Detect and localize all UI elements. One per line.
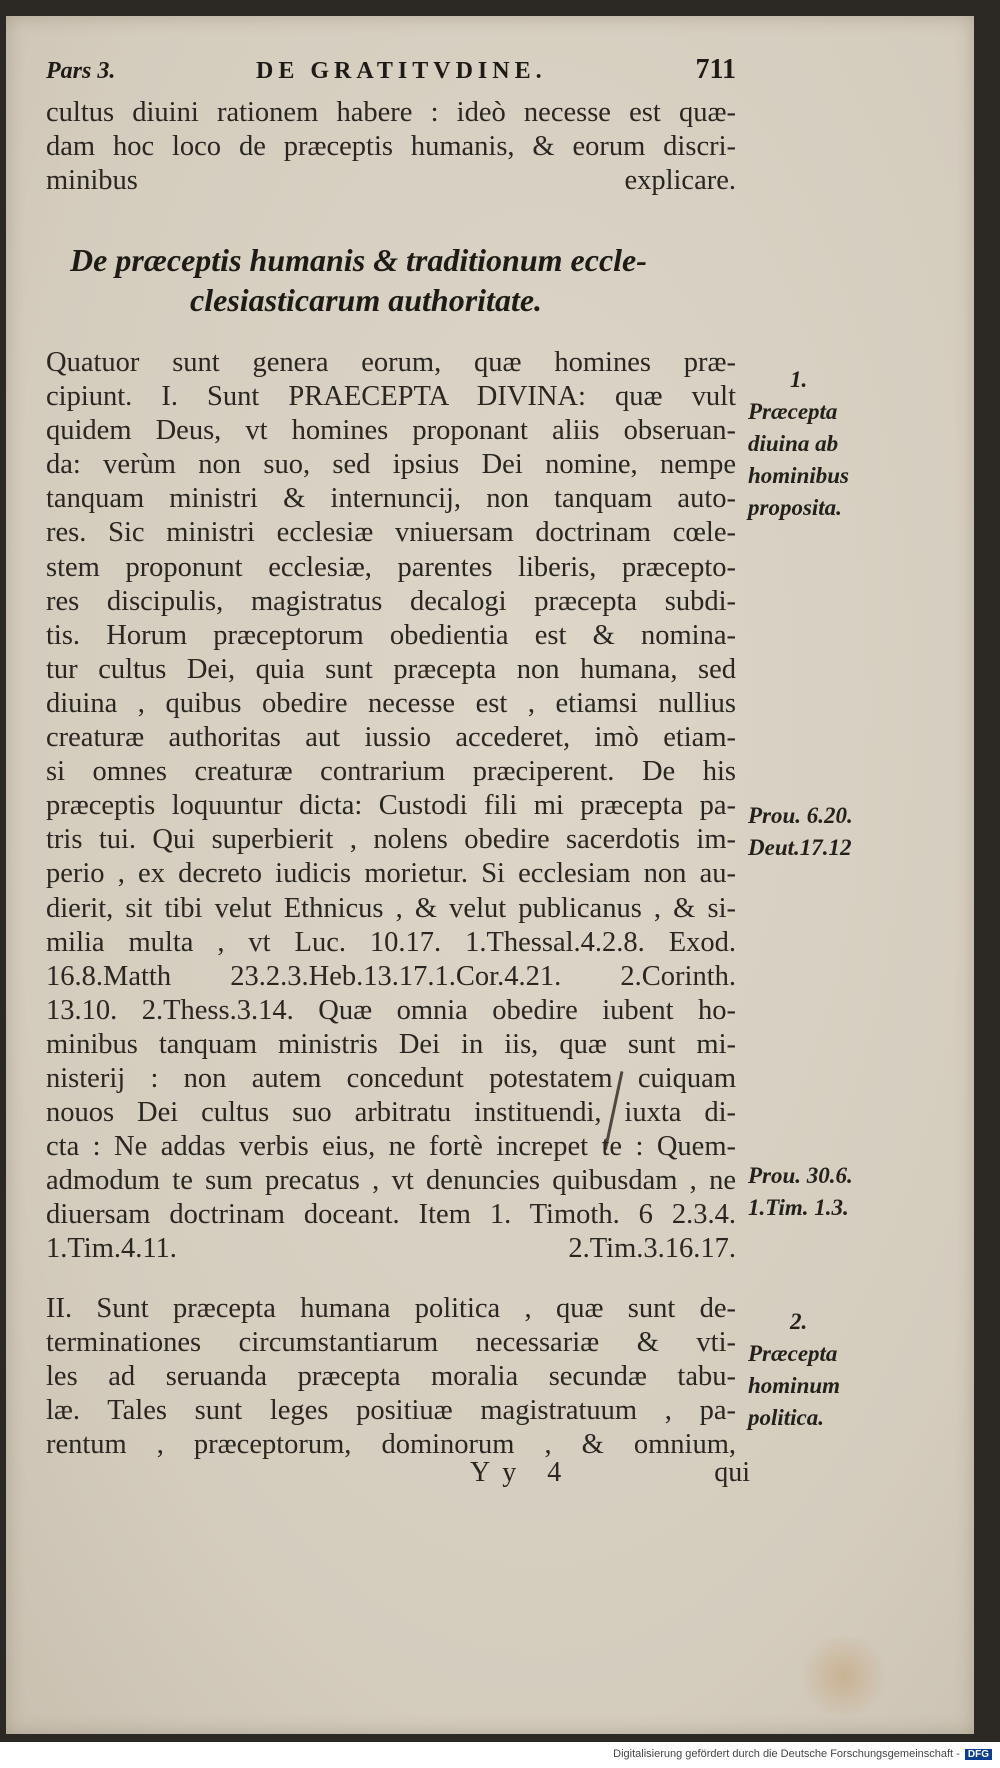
- paper-stain: [796, 1636, 891, 1716]
- marginal-line: Præcepta: [748, 1341, 838, 1366]
- text-line: creaturæ authoritas aut iussio accederet, imò etiam-: [46, 722, 736, 754]
- text-line: res. Sic ministri ecclesiæ vniuersam doctrinam cœle-: [46, 517, 736, 549]
- text-line: cultus diuini rationem habere : ideò necesse est quæ-: [46, 97, 736, 128]
- body-paragraph-2: [46, 1292, 736, 1462]
- text-line: cipiunt. I. Sunt PRAECEPTA DIVINA: quæ vult: [46, 381, 736, 413]
- credit-line: [613, 1748, 992, 1760]
- marginal-reference: Prou. 6.20.: [748, 803, 853, 828]
- running-header: [46, 54, 736, 92]
- marginal-note-1: [748, 364, 849, 524]
- catchword: qui: [714, 1457, 750, 1488]
- signature-mark: Yy 4: [470, 1457, 574, 1488]
- text-line: rentum , præceptorum, dominorum , & omnium,: [46, 1429, 736, 1461]
- text-line: præceptis loquuntur dicta: Custodi fili mi præcepta pa-: [46, 790, 736, 822]
- heading-line-2: clesiasticarum authoritate.: [190, 282, 543, 318]
- text-line: perio , ex decreto iudicis morietur. Si ecclesiam non au-: [46, 858, 736, 890]
- text-line: nouos Dei cultus suo arbitratu instituendi, iuxta di-: [46, 1097, 736, 1129]
- text-line: II. Sunt præcepta humana politica , quæ sunt de-: [46, 1293, 736, 1324]
- text-line: tis. Horum præceptorum obedientia est & nomina-: [46, 619, 736, 651]
- text-line: les ad seruanda præcepta moralia secundæ tabu-: [46, 1361, 736, 1393]
- text-line: tur cultus Dei, quia sunt præcepta non humana, sed: [46, 653, 736, 685]
- text-line: milia multa , vt Luc. 10.17. 1.Thessal.4.2.8. Exod.: [46, 926, 736, 958]
- marginal-reference: Prou. 30.6.: [748, 1163, 853, 1188]
- dfg-logo: DFG: [965, 1749, 992, 1760]
- marginal-line: hominum: [748, 1373, 841, 1398]
- text-line: 1.Tim.4.11. 2.Tim.3.16.17.: [46, 1233, 736, 1265]
- credit-text: Digitalisierung gefördert durch die Deutsche Forschungsgemeinschaft -: [613, 1748, 960, 1760]
- text-line: tris tui. Qui superbierit , nolens obedire sacerdotis im-: [46, 824, 736, 856]
- marginal-note-3: [748, 1160, 853, 1224]
- page-footer: [470, 1457, 750, 1491]
- text-line: 13.10. 2.Thess.3.14. Quæ omnia obedire iubent ho-: [46, 994, 736, 1026]
- page-number: 711: [695, 54, 736, 85]
- text-line: nisterij : non autem concedunt potestatem cuiquam: [46, 1062, 736, 1094]
- marginal-reference: Deut.17.12: [748, 835, 852, 860]
- text-line: da: verùm non suo, sed ipsius Dei nomine, nempe: [46, 449, 736, 481]
- marginal-number: 1.: [790, 367, 808, 392]
- marginal-number: 2.: [790, 1309, 808, 1334]
- marginal-note-2: [748, 800, 853, 864]
- heading-line-1: De præceptis humanis & traditionum eccle-: [70, 242, 647, 278]
- text-line: minibus explicare.: [46, 165, 736, 197]
- marginal-line: proposita.: [748, 495, 842, 520]
- text-line: 16.8.Matth 23.2.3.Heb.13.17.1.Cor.4.21. 2.Corinth.: [46, 960, 736, 992]
- marginal-line: politica.: [748, 1405, 825, 1430]
- text-line: læ. Tales sunt leges positiuæ magistratuum , pa-: [46, 1395, 736, 1427]
- section-heading: [70, 240, 690, 320]
- intro-text: [46, 96, 736, 198]
- marginal-line: Præcepta: [748, 399, 838, 424]
- body-paragraph-1: [46, 346, 736, 1267]
- text-line: stem proponunt ecclesiæ, parentes liberis, præcepto-: [46, 551, 736, 583]
- text-line: admodum te sum precatus , vt denuncies quibusdam , ne: [46, 1165, 736, 1197]
- text-line: Quatuor sunt genera eorum, quæ homines præ-: [46, 347, 736, 378]
- text-line: cta : Ne addas verbis eius, ne fortè increpet te : Quem-: [46, 1131, 736, 1163]
- text-line: quidem Deus, vt homines proponant aliis obseruan-: [46, 415, 736, 447]
- marginal-reference: 1.Tim. 1.3.: [748, 1195, 849, 1220]
- text-line: res discipulis, magistratus decalogi præcepta subdi-: [46, 585, 736, 617]
- text-line: diuersam doctrinam doceant. Item 1. Timoth. 6 2.3.4.: [46, 1199, 736, 1231]
- marginal-note-4: [748, 1306, 840, 1434]
- text-line: minibus tanquam ministris Dei in iis, quæ sunt mi-: [46, 1028, 736, 1060]
- text-line: si omnes creaturæ contrarium præciperent. De his: [46, 756, 736, 788]
- header-title: DE GRATITVDINE.: [256, 58, 547, 84]
- marginal-line: diuina ab: [748, 431, 839, 456]
- text-line: tanquam ministri & internuncij, non tanquam auto-: [46, 483, 736, 515]
- header-part: Pars 3.: [46, 58, 116, 84]
- text-line: dam hoc loco de præceptis humanis, & eorum discri-: [46, 131, 736, 163]
- text-line: diuina , quibus obedire necesse est , etiamsi nullius: [46, 687, 736, 719]
- text-line: dierit, sit tibi velut Ethnicus , & velut publicanus , & si-: [46, 892, 736, 924]
- marginal-line: hominibus: [748, 463, 849, 488]
- text-line: terminationes circumstantiarum necessariæ & vti-: [46, 1327, 736, 1359]
